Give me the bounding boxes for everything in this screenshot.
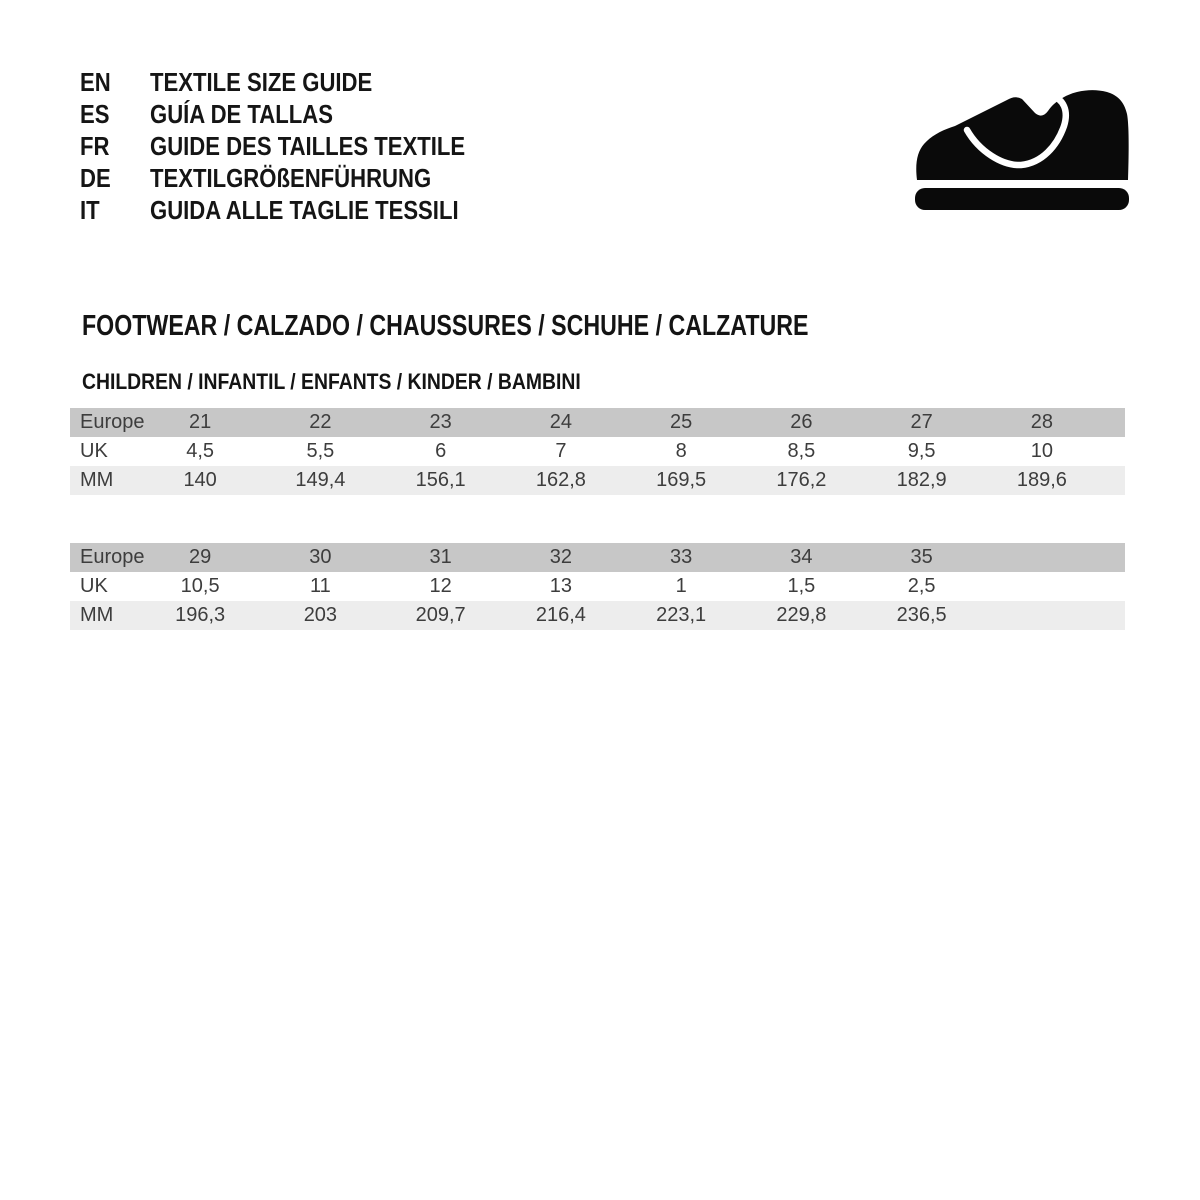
- size-cell: 196,3: [175, 604, 226, 626]
- table-row-uk: [70, 572, 1125, 601]
- size-cell: 6: [435, 440, 447, 462]
- size-cell: 162,8: [535, 469, 586, 491]
- children-shoe-icon: [915, 88, 1130, 210]
- size-cell: 22: [309, 411, 332, 433]
- row-label: UK: [80, 440, 108, 462]
- language-code: DE: [80, 162, 111, 193]
- language-row-fr: [80, 130, 521, 162]
- size-cell: 203: [303, 604, 338, 626]
- size-cell: 26: [790, 411, 813, 433]
- size-cell: 11: [309, 575, 331, 597]
- size-cell: 182,9: [896, 469, 947, 491]
- table-row-mm: [70, 601, 1125, 630]
- size-cell: 34: [790, 546, 813, 568]
- size-cell: 33: [670, 546, 693, 568]
- size-table-21-28: [70, 408, 1125, 495]
- size-cell: 169,5: [656, 469, 707, 491]
- size-cell: 8,5: [787, 440, 816, 462]
- size-cell: 149,4: [295, 469, 346, 491]
- size-cell: 5,5: [306, 440, 335, 462]
- size-cell: 223,1: [656, 604, 707, 626]
- row-label: UK: [80, 575, 108, 597]
- size-cell: 4,5: [186, 440, 215, 462]
- section-title-footwear: [82, 312, 990, 341]
- language-code: EN: [80, 66, 111, 97]
- language-row-de: [80, 162, 521, 194]
- language-row-it: [80, 194, 521, 226]
- language-title: GUIDE DES TAILLES TEXTILE: [150, 130, 466, 161]
- size-cell: 29: [189, 546, 212, 568]
- language-title: TEXTILE SIZE GUIDE: [150, 66, 373, 97]
- size-cell: 10: [1030, 440, 1053, 462]
- size-cell: 236,5: [896, 604, 947, 626]
- row-label: MM: [80, 604, 114, 626]
- size-cell: 2,5: [907, 575, 936, 597]
- language-title: GUIDA ALLE TAGLIE TESSILI: [150, 194, 459, 225]
- language-title: TEXTILGRÖßENFÜHRUNG: [150, 162, 432, 193]
- language-title-list: [80, 66, 521, 226]
- size-cell: 176,2: [776, 469, 827, 491]
- size-cell: 32: [549, 546, 572, 568]
- size-cell: 10,5: [180, 575, 220, 597]
- table-row-uk: [70, 437, 1125, 466]
- language-code: IT: [80, 194, 100, 225]
- size-cell: 25: [670, 411, 693, 433]
- size-cell: 1: [675, 575, 687, 597]
- size-cell: 12: [429, 575, 452, 597]
- group-title-children: [82, 371, 649, 393]
- row-label: Europe: [80, 411, 145, 433]
- size-cell: 9,5: [907, 440, 936, 462]
- row-label: MM: [80, 469, 114, 491]
- group-title-text: CHILDREN / INFANTIL / ENFANTS / KINDER / BAMBINI: [82, 369, 581, 394]
- table-row-europe: [70, 543, 1125, 572]
- section-title-text: FOOTWEAR / CALZADO / CHAUSSURES / SCHUHE / CALZATURE: [82, 310, 809, 342]
- language-code: FR: [80, 130, 110, 161]
- table-row-europe: [70, 408, 1125, 437]
- size-cell: 35: [910, 546, 933, 568]
- size-cell: 156,1: [415, 469, 466, 491]
- size-cell: 189,6: [1016, 469, 1067, 491]
- table-row-mm: [70, 466, 1125, 495]
- language-row-en: [80, 66, 521, 98]
- language-code: ES: [80, 98, 110, 129]
- size-cell: 23: [429, 411, 452, 433]
- size-cell: 216,4: [535, 604, 586, 626]
- size-cell: 24: [549, 411, 572, 433]
- size-cell: 27: [910, 411, 933, 433]
- size-cell: 1,5: [787, 575, 816, 597]
- language-title: GUÍA DE TALLAS: [150, 98, 333, 129]
- size-cell: 31: [429, 546, 452, 568]
- size-cell: 13: [549, 575, 572, 597]
- size-cell: 28: [1030, 411, 1053, 433]
- size-table-29-35: [70, 543, 1125, 630]
- size-cell: 30: [309, 546, 332, 568]
- size-cell: 229,8: [776, 604, 827, 626]
- size-cell: 209,7: [415, 604, 466, 626]
- language-row-es: [80, 98, 521, 130]
- size-cell: 21: [189, 411, 212, 433]
- size-cell: 7: [555, 440, 567, 462]
- size-cell: 8: [675, 440, 687, 462]
- size-cell: 140: [183, 469, 217, 491]
- row-label: Europe: [80, 546, 145, 568]
